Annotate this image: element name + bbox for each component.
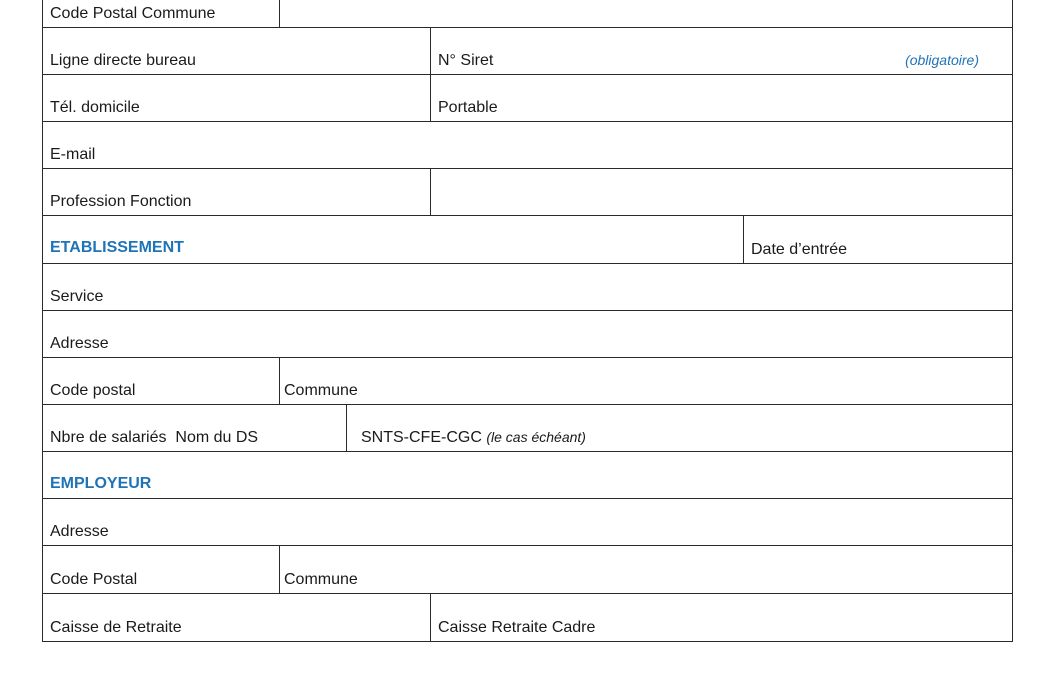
form-row-ligne-siret [43,28,1012,75]
profession-label: Profession Fonction [50,193,192,210]
siret-label: N° Siret [438,52,494,69]
employeur-commune-label: Commune [284,571,358,588]
etablissement-commune-label: Commune [284,382,358,399]
service-label: Service [50,288,104,305]
caisse-retraite-label: Caisse de Retraite [50,619,182,636]
email-label: E-mail [50,146,96,163]
siret-field[interactable] [430,28,1012,74]
tel-domicile-label: Tél. domicile [50,99,140,116]
nom-ds-label: Nom du DS [175,429,259,446]
service-field[interactable] [43,264,1012,310]
caisse-retraite-field[interactable] [43,594,430,641]
form-row-employeur-adresse [43,499,1012,546]
profession-field[interactable] [430,169,1012,215]
snts-note: (le cas échéant) [486,429,586,445]
portable-label: Portable [438,99,498,116]
etablissement-code-postal-field[interactable] [43,358,279,404]
form-row-salaries-ds [43,405,1012,452]
form-row-email [43,122,1012,169]
form-row-employeur-cp-commune [43,546,1012,594]
caisse-retraite-cadre-label: Caisse Retraite Cadre [438,619,596,636]
membership-form [42,0,1013,642]
code-postal-commune-label: Code Postal Commune [50,5,216,22]
form-row-caisses [43,594,1012,641]
employeur-title-cell [43,452,1012,498]
employeur-title: EMPLOYEUR [50,475,152,492]
snts-label: SNTS-CFE-CGC [361,429,482,446]
snts-label-group [361,427,586,448]
etablissement-adresse-label: Adresse [50,335,109,352]
form-row-etablissement-adresse [43,311,1012,358]
ligne-directe-label: Ligne directe bureau [50,52,196,69]
form-row-etablissement-header [43,216,1012,264]
employeur-adresse-label: Adresse [50,523,109,540]
form-row-service [43,264,1012,311]
form-row-profession [43,169,1012,216]
form-row-telephones [43,75,1012,122]
ligne-directe-field[interactable] [43,28,430,74]
salaries-ds-labels [50,428,258,448]
tel-domicile-field[interactable] [43,75,430,121]
date-entree-field[interactable] [743,216,1012,263]
siret-required-note: (obligatoire) [905,52,979,68]
form-row-etablissement-cp-commune [43,358,1012,405]
salaries-ds-field[interactable] [43,405,346,451]
etablissement-commune-field[interactable] [279,358,1012,404]
employeur-adresse-field[interactable] [43,499,1012,545]
employeur-code-postal-label: Code Postal [50,571,138,588]
caisse-retraite-cadre-field[interactable] [430,594,1012,641]
employeur-commune-field[interactable] [279,546,1012,593]
etablissement-code-postal-label: Code postal [50,382,136,399]
profession-label-cell [43,169,430,215]
portable-field[interactable] [430,75,1012,121]
nbre-salaries-label: Nbre de salariés [50,429,167,446]
date-entree-label: Date d’entrée [751,241,848,258]
form-row-employeur-header [43,452,1012,499]
form-row-code-postal-commune [43,0,1012,28]
snts-field[interactable] [346,405,1012,451]
etablissement-adresse-field[interactable] [43,311,1012,357]
employeur-code-postal-field[interactable] [43,546,279,593]
email-field[interactable] [43,122,1012,168]
etablissement-title-cell [43,216,743,263]
etablissement-title: ETABLISSEMENT [50,239,184,256]
code-postal-commune-field[interactable] [279,0,1012,27]
code-postal-commune-label-cell [43,0,279,27]
